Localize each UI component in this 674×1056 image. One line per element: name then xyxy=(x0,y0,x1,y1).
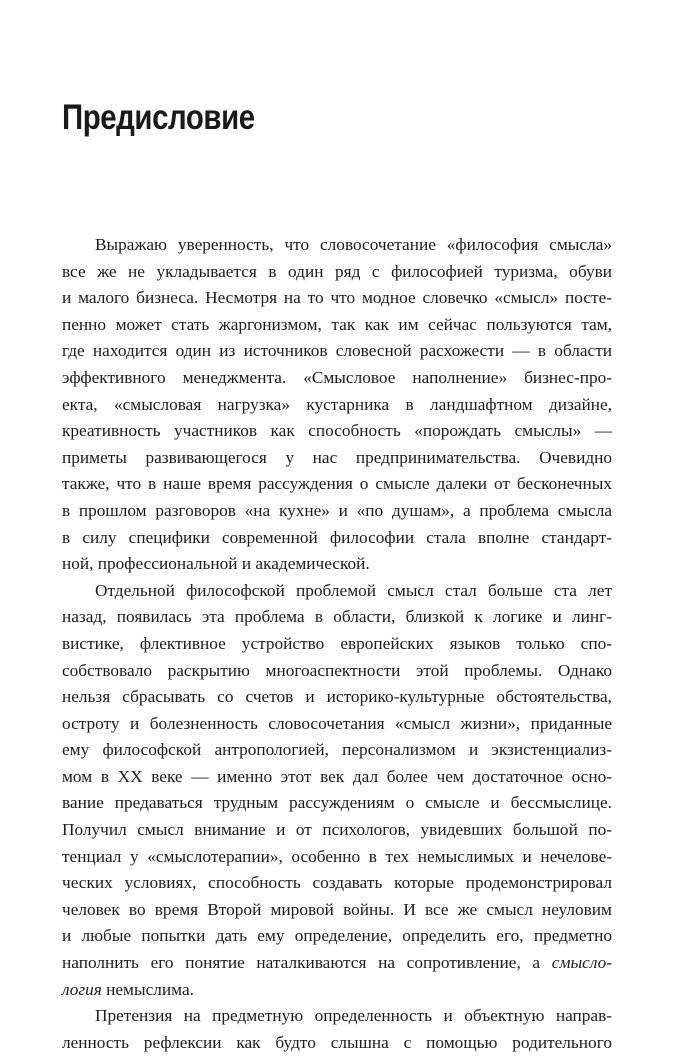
text-line: вистике, флективное устройство европейских языков только спо- xyxy=(62,633,612,653)
paragraph-1 xyxy=(62,232,612,578)
text-line: эффективного менеджмента. «Смысловое наполнение» бизнес-про- xyxy=(62,367,612,387)
text-line: Претензия на предметную определенность и объектную направ- xyxy=(95,1006,612,1026)
text-line: ему философской антропологией, персонализмом и экзистенциализ- xyxy=(62,740,612,760)
text-segment: наполнить его понятие наталкиваются на сопротивление, а xyxy=(62,953,552,973)
text-line: тенциал у «смыслотерапии», особенно в тех немыслимых и нечелове- xyxy=(62,846,612,866)
text-line: екта, «смысловая нагрузка» кустарника в ландшафтном дизайне, xyxy=(62,394,612,414)
text-line: ной, профессиональной и академической. xyxy=(62,554,370,574)
paragraph-2 xyxy=(62,578,612,1004)
text-line: Получил смысл внимание и от психологов, увидевших большой по- xyxy=(62,820,612,840)
chapter-title: Предисловие xyxy=(62,98,255,137)
text-line: человек во время Второй мировой войны. И все же смысл неуловим xyxy=(62,899,612,919)
text-line: нельзя сбрасывать со счетов и историко-культурные обстоятельства, xyxy=(62,687,612,707)
paragraph-3 xyxy=(62,1003,612,1056)
text-line: и любые попытки дать ему определение, определить его, предметно xyxy=(62,926,612,946)
text-line: вание предаваться трудным рассуждениям о смысле и бессмыслице. xyxy=(62,793,612,813)
text-line: собствовало раскрытию многоаспектности этой проблемы. Однако xyxy=(62,660,612,680)
text-line: где находится один из источников словесной расхожести — в области xyxy=(62,341,612,361)
text-line: ческих условиях, способность создавать которые продемонстрировал xyxy=(62,873,612,893)
text-line: Выражаю уверенность, что словосочетание «философия смысла» xyxy=(95,235,612,254)
text-segment: немыслима. xyxy=(106,979,194,999)
text-line: в прошлом разговоров «на кухне» и «по душам», а проблема смысла xyxy=(62,500,612,520)
text-line: также, что в наше время рассуждения о смысле далеки от бесконечных xyxy=(62,474,612,494)
text-line xyxy=(62,950,612,977)
text-line: ленность рефлексии как будто слышна с помощью родительного xyxy=(62,1032,612,1052)
text-line: и малого бизнеса. Несмотря на то что модное словечко «смысл» посте- xyxy=(62,288,612,308)
text-line: все же не укладывается в один ряд с философией туризма, обуви xyxy=(62,261,612,281)
text-line: креативность участников как способность «порождать смыслы» — xyxy=(62,421,612,441)
body-text xyxy=(62,232,612,1056)
text-line: мом в XX веке — именно этот век дал более чем достаточное осно- xyxy=(62,766,612,786)
italic-term: смысло- xyxy=(551,953,612,973)
text-line: приметы развивающегося у нас предпринимательства. Очевидно xyxy=(62,447,612,467)
italic-term: логия xyxy=(62,979,102,999)
text-line: пенно может стать жаргонизмом, так как им сейчас пользуются там, xyxy=(62,314,612,334)
text-line: назад, появилась эта проблема в области, близкой к логике и линг- xyxy=(62,607,612,627)
text-line xyxy=(62,977,612,1004)
text-line: в силу специфики современной философии стала вполне стандарт- xyxy=(62,527,612,547)
text-line: Отдельной философской проблемой смысл стал больше ста лет xyxy=(95,580,612,600)
text-line: остроту и болезненность словосочетания «смысл жизни», приданные xyxy=(62,713,612,733)
